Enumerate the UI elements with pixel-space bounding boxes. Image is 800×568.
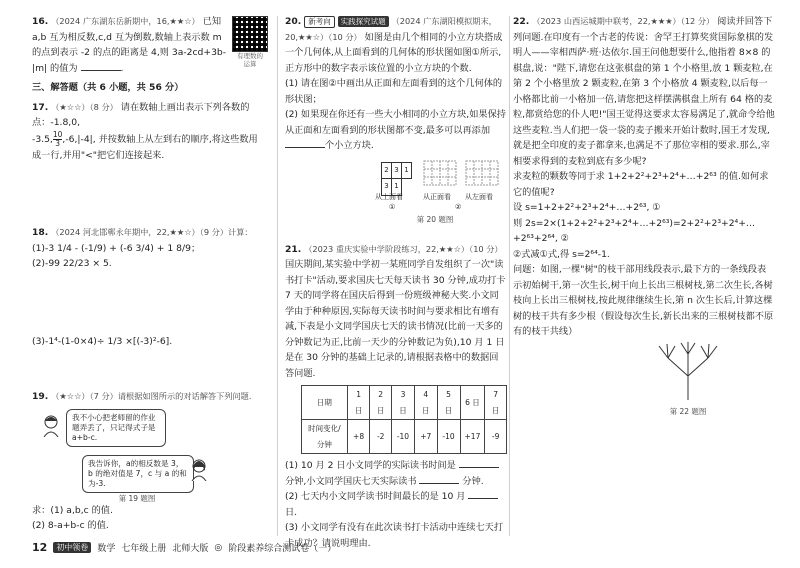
tree-figure: [513, 340, 775, 416]
question-text: 如图是由几个相同的小立方块搭成一个几何体,从上面看到的几何体的形状图如图①所示,正方形中的数字表示该位置的小立方块的个数.: [285, 31, 503, 74]
series-label: 阶段素养综合测试卷（一）: [228, 544, 337, 554]
label-front-view: 从正面看: [423, 192, 451, 201]
sub-question-1-cont: 分钟,小文同学国庆七天实际读书: [285, 475, 417, 487]
qr-code-icon: [232, 16, 268, 52]
new-trend-badge: 新考向: [304, 16, 335, 28]
table-cell: 2 日: [370, 386, 392, 420]
question-20: [285, 14, 507, 222]
table-cell: -10: [437, 420, 460, 454]
answer-blank[interactable]: [419, 474, 459, 484]
derivation-step-1: 设 s=1+2+2²+2³+2⁴+…+2⁶³, ①: [513, 202, 661, 213]
question-18: [32, 225, 268, 349]
table-cell: 时间变化/分钟: [302, 420, 348, 454]
grade-label: 七年级上册: [121, 544, 167, 554]
tree-diagram: [653, 342, 723, 402]
table-cell: 6 日: [460, 386, 485, 420]
question-text: 阅读并回答下列问题.在印度有一个古老的传说：舍罕王打算奖赏国际象棋的发明人——宰相西萨·班·达依尔.国王问他想要什么,他指着 8×8 的棋盘,说："陛下,请您在这张棋盘的第 1 个小格里,放 1 颗麦粒,在第 2 个小格里放 2 颗麦粒,在第 3 个小格放 4 颗麦粒,以后每一小格都比前一小格加一倍,请您把这样摆满棋盘上所有 64 格的麦粒,都赏给您的仆人吧!"国王觉得这要求太容易满足了,就命令给他这些麦粒.当人们把一袋一袋的麦子搬来开始计数时,国王才发现,就是把全印度的麦子都拿来,也满足不了那位宰相的要求.那么,宰相要求得到的麦粒到底有多少呢?: [513, 16, 775, 167]
figure-caption: 第 19 题图: [118, 493, 156, 503]
question-text: ,-6,|-4|,: [62, 133, 96, 145]
table-cell: 日期: [302, 386, 348, 420]
view-figures: [285, 160, 507, 222]
table-cell: +7: [414, 420, 437, 454]
answer-blank[interactable]: [285, 138, 325, 148]
question-text: -3.5,: [32, 133, 53, 145]
figure-caption: 第 22 题图: [669, 406, 707, 416]
answer-blank[interactable]: [81, 61, 121, 71]
table-cell: +8: [347, 420, 370, 454]
question-number: 18.: [32, 227, 49, 238]
question-text: 并按数轴上从左到右的顺序,将这些数用: [98, 133, 258, 145]
practice-badge: 实践探究试题: [338, 16, 389, 27]
sub-question-1: (1) 请在图②中画出从正面和左面看到的这个几何体的形状图；: [285, 78, 503, 105]
speech-bubble-2: 我告诉你，a的相反数是 3，b 的绝对值是 7，c 与 a 的和为-3.: [82, 455, 194, 493]
column-divider: [277, 16, 278, 536]
edition-label: 北师大版: [172, 544, 209, 554]
answer-blank[interactable]: [459, 458, 499, 468]
reading-time-table: [301, 385, 507, 454]
front-view-grid[interactable]: [423, 160, 457, 186]
table-cell: -10: [391, 420, 414, 454]
question-text: 国庆期间,某实验中学初一某班同学自发组织了一次"读书打卡"活动,要求国庆七天每天读书 30 分钟,成功打卡 7 天的同学将在国庆后得到一份班级神秘大奖.小文同学由于种种原因,实际每天读书时间与要求相比有增有减,下表是小文同学国庆七天的读书情况(比前一天多的分钟数记为正,比前一天少的分钟数记为负),10 月 1 日是在 30 分钟的基础上记录的,请根据表格中的数据回答问题.: [285, 259, 506, 379]
question-text: 已知 a,b 互为相反数,c,d 互为倒数,数轴上表示数 m 的点到表示 -2 的点的距离是 4,则 3a-2cd+3b-|m| 的值为: [32, 16, 227, 74]
table-cell: 5 日: [437, 386, 460, 420]
page-footer: [32, 541, 336, 554]
page-number: 12: [32, 541, 48, 554]
student-avatar-icon: [42, 415, 60, 437]
question-text: 请在数轴上画出表示下列各数的点：-1.8,0,: [32, 101, 250, 128]
question-source: （2024 广东湖阳模拟期末，20,★★☆）（10 分）: [285, 16, 497, 42]
equation-part-2: (2)-99 22/23 × 5.: [32, 258, 112, 269]
section-title: 三、解答题（共 6 小题，共 56 分）: [32, 82, 184, 93]
question-22: [513, 14, 775, 416]
question-16: 16. （2024 广东湖东岳新期中，16,★★☆） 已知 a,b 互为相反数,c,d 互为倒数,数轴上表示数 m 的点到表示 -2 的点的距离是 4,则 3a-2cd+3b-|m| 的值为 . 有理数的运算: [32, 14, 268, 76]
table-cell: 1 日: [347, 386, 370, 420]
column-left: [32, 14, 268, 534]
question-number: 17.: [32, 101, 49, 113]
subject-label: 数学: [97, 544, 116, 554]
problem-text: 问题：如图,一棵"树"的枝干部用线段表示,最下方的一条线段表示初始树干,第一次生长,树干向上长出三根树枝,第二次生长,各树枝向上长出三根树枝,按此规律继续生长,第 n 次生长后,计算这棵树的枝干共有多少根（假设每次生长,新长出来的三根树枝都不原有的枝干共线）: [513, 264, 774, 337]
question-19: [32, 389, 268, 534]
derivation-step-2: 则 2s=2×(1+2+2²+2³+2⁴+…+2⁶³)=2+2²+2³+2⁴+…+2⁶³+2⁶⁴, ②: [513, 217, 756, 244]
series-icon: ◎: [214, 542, 223, 553]
teacher-avatar-icon: [190, 459, 208, 481]
left-view-grid[interactable]: [465, 160, 499, 186]
question-number: 20.: [285, 16, 302, 27]
question-rating: （★☆☆）（8 分）: [51, 101, 118, 112]
table-row: [302, 386, 507, 420]
qr-caption: 有理数的运算: [237, 52, 263, 68]
question-ask: 求麦粒的颗数等同于求 1+2+2²+2³+2⁴+…+2⁶³ 的值.如何求它的值呢?: [513, 171, 769, 198]
fraction: $\frac{10}{3}$: [52, 129, 63, 148]
equation-part-3: (3)-1⁴-(1-0×4)÷ 1/3 ×[(-3)²-6].: [32, 335, 173, 347]
sub-question-2: (2) 七天内小文同学读书时间最长的是 10 月: [285, 491, 466, 502]
question-ask: (2) 8-a+b-c 的值.: [32, 520, 109, 531]
column-right: [513, 14, 775, 416]
derivation-step-3: ②式减①式,得 s=2⁶⁴-1.: [513, 248, 610, 260]
grid-cell: 3: [382, 179, 392, 196]
label-left-view: 从左面看: [465, 192, 493, 201]
question-number: 19.: [32, 391, 49, 402]
label-top-view: 从上面看: [375, 192, 403, 201]
table-cell: -9: [485, 420, 507, 454]
question-number: 16.: [32, 16, 49, 27]
sub-question-1-end: 分钟.: [462, 475, 484, 487]
speech-bubble-1: 我不小心把老师留的作业题弄丢了，只记得式子是 a+b-c.: [66, 409, 166, 447]
question-source: （2023 重庆实验中学阶段练习，22,★★☆）（10 分）: [304, 243, 503, 254]
equation-part-1: (1)-3 1/4 - (-1/9) + (-6 3/4) + 1 8/9；: [32, 242, 201, 254]
table-cell: 4 日: [414, 386, 437, 420]
brand-label: 初中领卷: [53, 542, 91, 553]
grid-cell: 1: [402, 162, 412, 179]
question-source: （2024 河北邯郸永年期中，22,★★☆）（9 分）计算：: [51, 227, 253, 237]
column-divider: [509, 16, 510, 536]
table-cell: 7 日: [485, 386, 507, 420]
figure-1-label: ①: [389, 202, 396, 211]
grid-cell: 2: [382, 162, 392, 179]
column-middle: [285, 14, 507, 551]
question-text: 成一行,并用"<"把它们连接起来.: [32, 149, 165, 161]
table-cell: 3 日: [391, 386, 414, 420]
sub-question-1: (1) 10 月 2 日小文同学的实际读书时间是: [285, 460, 456, 471]
sub-question-2: (2) 如果现在你还有一些大小相同的小立方块,如果保持从正面和左面看到的形状图都不变,最多可以再添加: [285, 109, 506, 136]
question-number: 21.: [285, 243, 302, 255]
sub-question-2-end: 日.: [285, 506, 298, 518]
question-17: [32, 100, 268, 164]
question-ask: 求：(1) a,b,c 的值.: [32, 504, 113, 516]
table-row: [302, 420, 507, 454]
table-cell: +17: [460, 420, 485, 454]
dialog-figure: [32, 407, 268, 503]
sub-question-3: (3) 小文同学有没有在此次读书打卡活动中连续七天打卡成功？请说明理由.: [285, 522, 504, 549]
table-cell: -2: [370, 420, 392, 454]
grid-cell: 3: [392, 162, 402, 179]
figure-2-label: ②: [455, 202, 462, 211]
question-21: [285, 242, 507, 552]
sub-question-2-end: 个小立方块.: [325, 140, 374, 151]
question-number: 22.: [513, 16, 530, 27]
figure-caption: 第 20 题图: [416, 214, 454, 224]
grid-cell-empty: [402, 179, 412, 196]
grid-cell: 1: [392, 179, 402, 196]
question-source: （2023 山西运城期中联考，22,★★★）（12 分）: [532, 16, 715, 26]
question-source: （2024 广东湖东岳新期中，16,★★☆）: [51, 16, 200, 26]
answer-blank[interactable]: [468, 489, 498, 499]
question-rating: （★☆☆）（7 分）请根据如图所示的对话解答下列问题.: [51, 391, 252, 401]
